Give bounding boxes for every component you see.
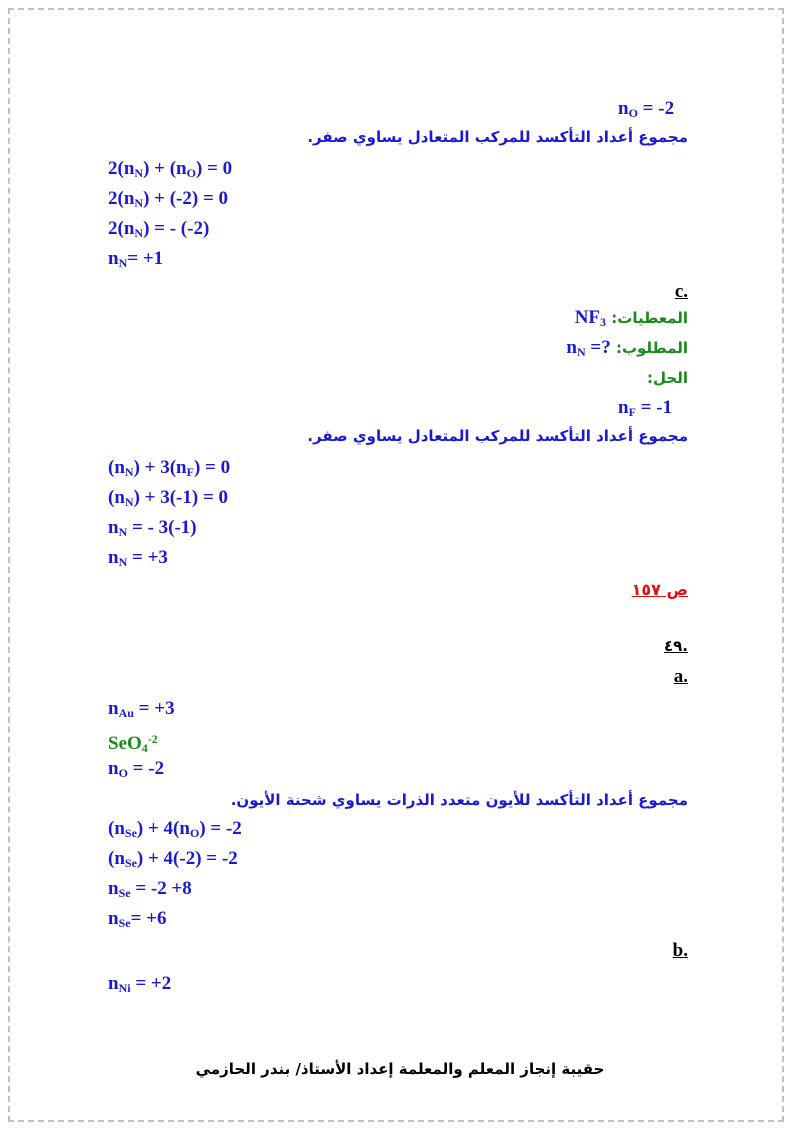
givens-line: المعطيات: $NF_3$ (574, 307, 688, 329)
equation-line: $n_N = +3$ (108, 547, 168, 569)
oxidation-o-line: $n_O = -2$ (108, 758, 165, 780)
equation-line: $n_{Se} = -2 +8$ (108, 878, 192, 900)
equation-line: $n_N= +1$ (108, 248, 164, 270)
selenate-formula: SeO$_4^{-2}$ (108, 732, 158, 755)
equation-line: $2(n_N) + (n_O) = 0$ (108, 158, 233, 180)
required-line: المطلوب: $n_N$ =? (566, 337, 688, 359)
equation-line: $(n_{Se}) + 4(n_O) = -2$ (108, 818, 242, 840)
equation-line: $(n_N) + 3(-1) = 0$ (108, 487, 229, 509)
oxidation-f-line: $n_F = -1$ (618, 397, 673, 419)
equation-line: $2(n_N)$ = - (-2) (108, 218, 210, 240)
equation-line: $2(n_N) + (-2) = 0$ (108, 188, 229, 210)
equation-line: $n_{Se}= +6$ (108, 908, 167, 930)
neutral-rule-text: مجموع أعداد التأكسد للمركب المتعادل يساوي صفر. (307, 128, 688, 146)
equation-line: $n_N$ = - 3(-1) (108, 517, 197, 539)
ion-rule-text: مجموع أعداد التأكسد للأيون متعدد الذرات يساوي شحنة الأيون. (230, 791, 688, 809)
document-body (108, 0, 688, 1131)
oxidation-au-line: $n_{Au} = +3$ (108, 698, 175, 720)
question-number: .٤٩ (663, 637, 688, 655)
page-reference: ص ١٥٧ (631, 580, 688, 599)
oxidation-ni-line: $n_{Ni} = +2$ (108, 973, 172, 995)
equation-line: $(n_N) + 3(n_F) = 0$ (108, 457, 231, 479)
section-label-a: .a (673, 666, 688, 687)
section-label-c: .c (674, 281, 688, 302)
page-footer: حقيبة إنجاز المعلم والمعلمة إعداد الأستاذ/ بندر الحازمي (195, 1060, 605, 1078)
solution-label: الحل: (647, 369, 688, 387)
section-label-b: .b (672, 940, 688, 961)
equation-line: $(n_{Se}) + 4(-2) = -2$ (108, 848, 238, 870)
oxidation-o-line: $n_O = -2$ (618, 98, 675, 120)
neutral-rule-text: مجموع أعداد التأكسد للمركب المتعادل يساوي صفر. (307, 427, 688, 445)
